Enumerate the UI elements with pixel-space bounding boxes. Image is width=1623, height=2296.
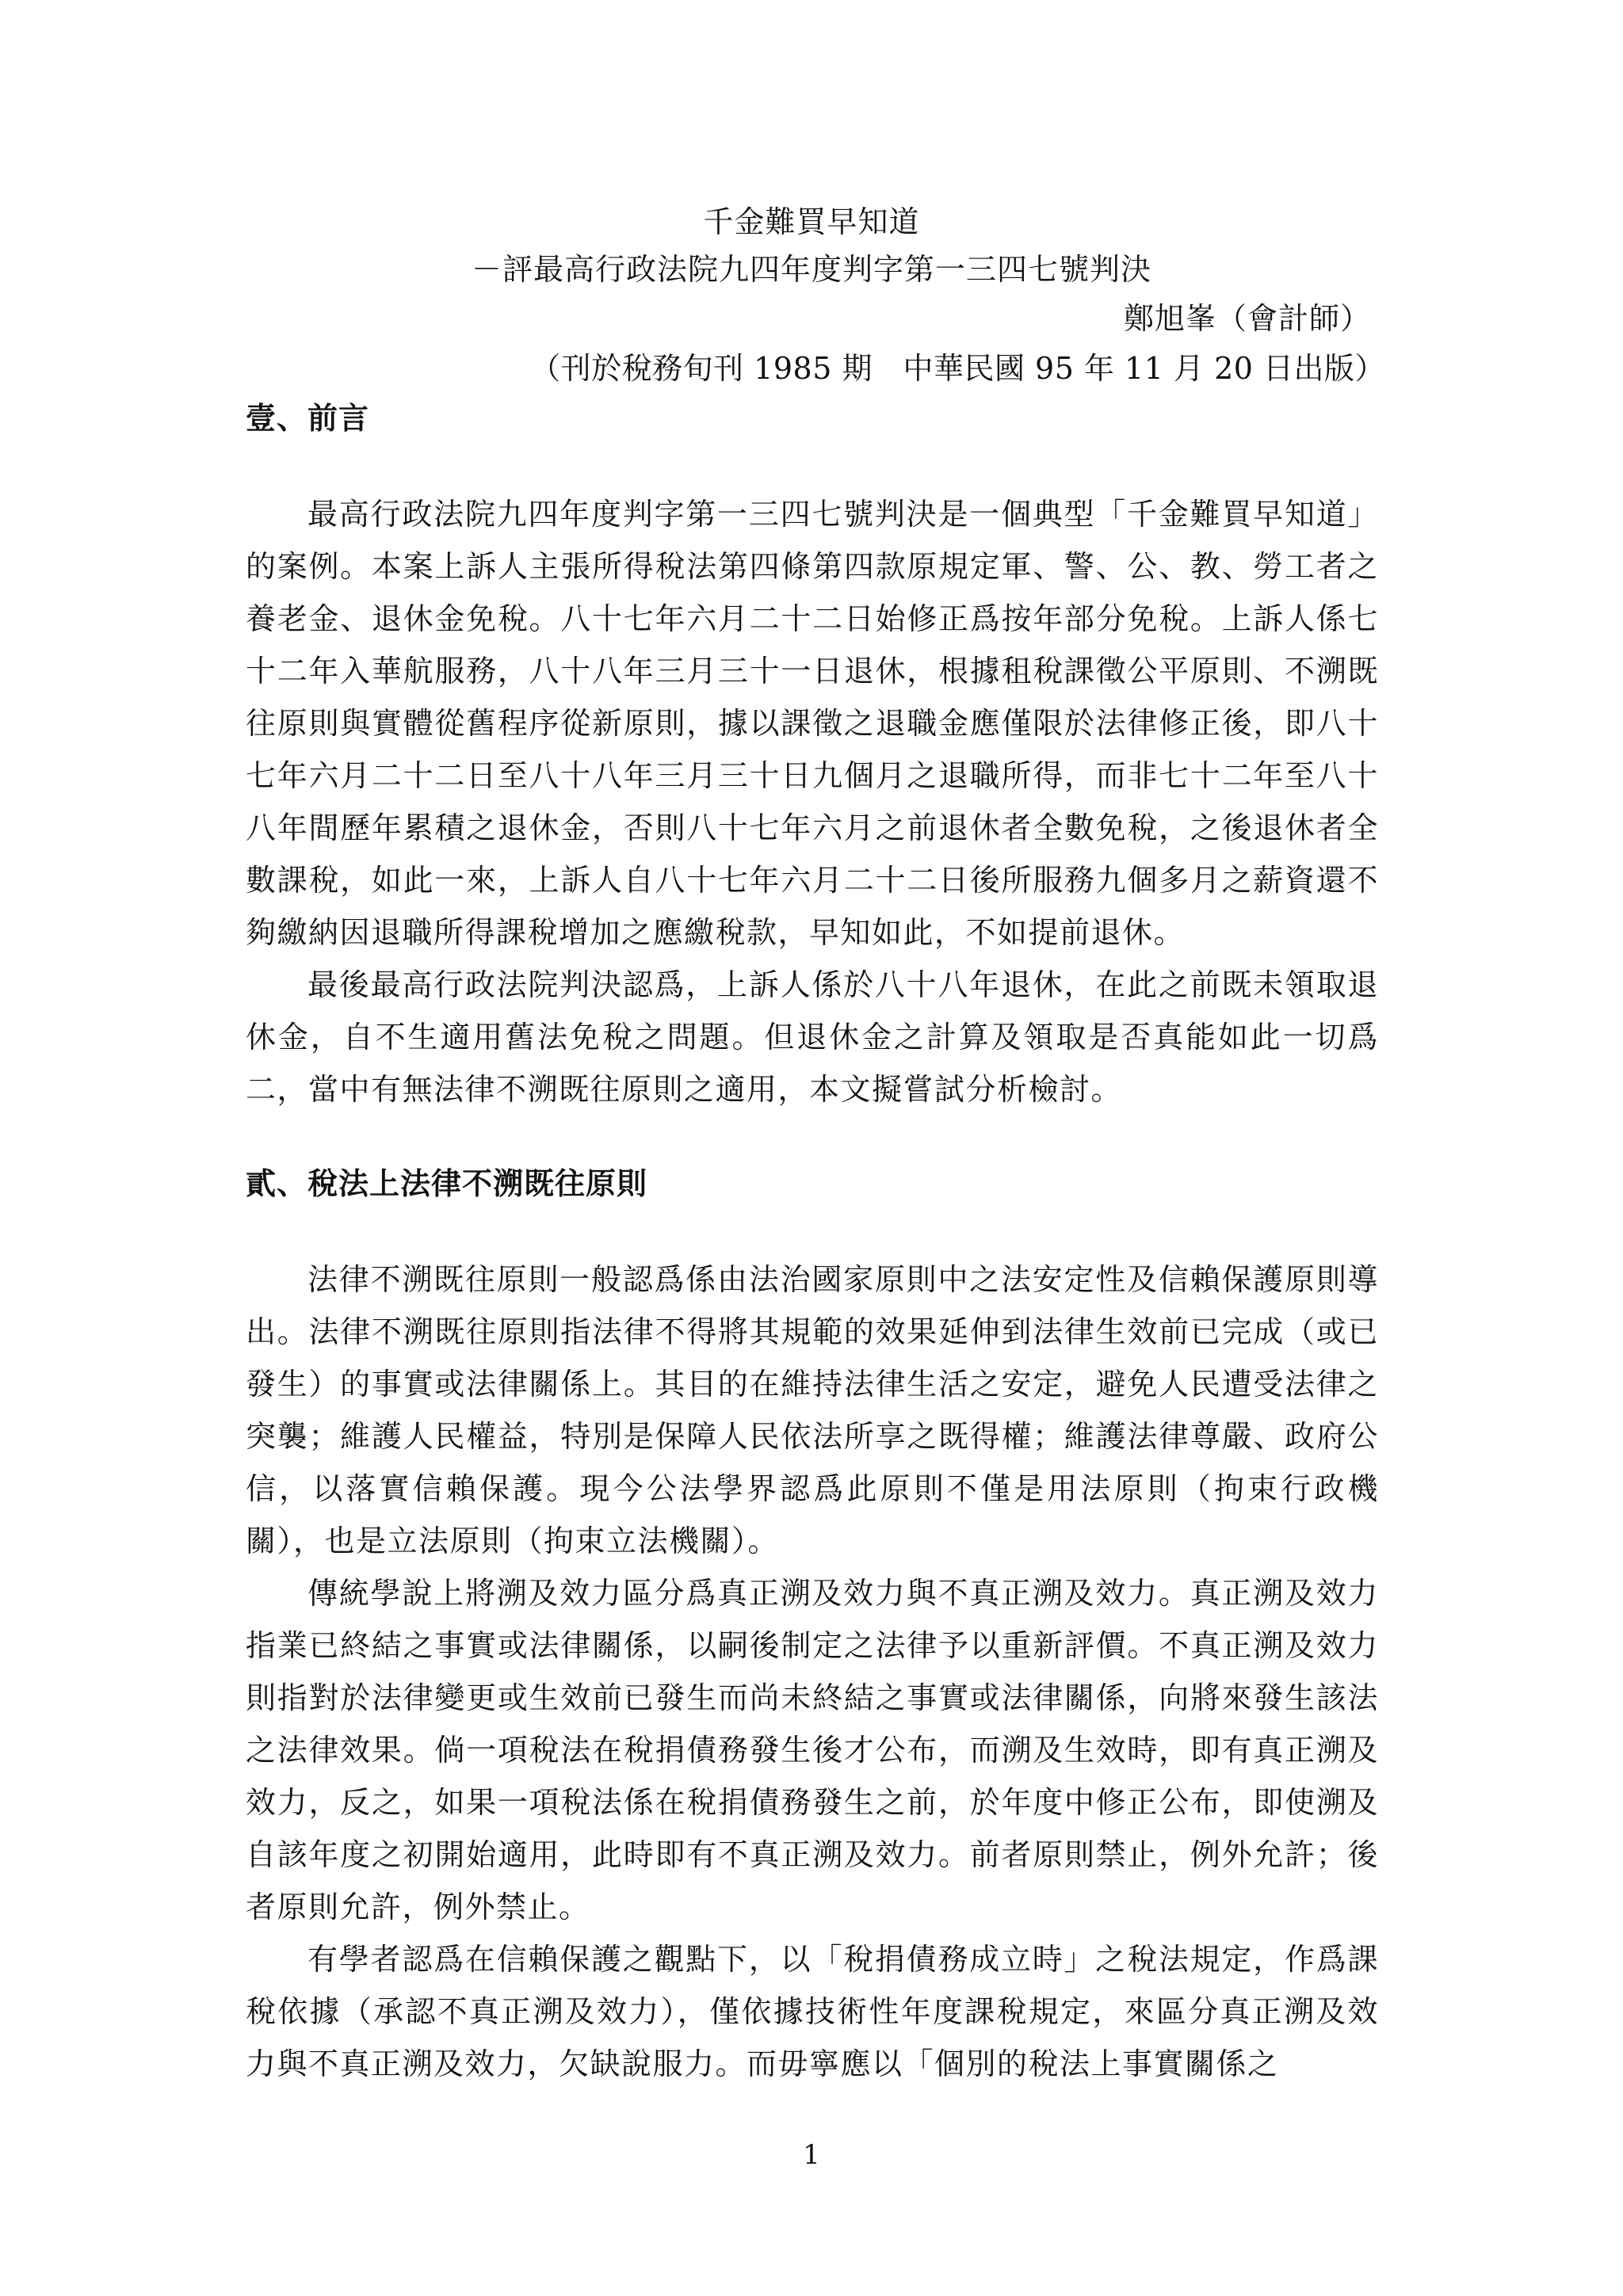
- page-number: 1: [803, 2139, 820, 2171]
- paragraph: 有學者認爲在信賴保護之觀點下，以「稅捐債務成立時」之稅法規定，作爲課稅依據（承認不真正溯及效力），僅依據技術性年度課稅規定，來區分真正溯及效力與不真正溯及效力，欠缺說服力。而毋寧應以「個別的稅法上事實關係之: [246, 1942, 1379, 2081]
- paragraph: 傳統學說上將溯及效力區分爲真正溯及效力與不真正溯及效力。真正溯及效力指業已終結之事實或法律關係，以嗣後制定之法律予以重新評價。不真正溯及效力則指對於法律變更或生效前已發生而尚未終結之事實或法律關係，向將來發生該法之法律效果。倘一項稅法在稅捐債務發生後才公布，而溯及生效時，即有真正溯及效力，反之，如果一項稅法係在稅捐債務發生之前，於年度中修正公布，即使溯及自該年度之初開始適用，此時即有不真正溯及效力。前者原則禁止，例外允許；後者原則允許，例外禁止。: [246, 1576, 1379, 1924]
- section-non-retroactivity: [246, 1158, 1379, 2090]
- paragraph: 最後最高行政法院判決認爲，上訴人係於八十八年退休，在此之前既未領取退休金，自不生適用舊法免稅之問題。但退休金之計算及領取是否真能如此一切爲二，當中有無法律不溯既往原則之適用，本文擬嘗試分析檢討。: [246, 967, 1379, 1107]
- paragraph: 法律不溯既往原則一般認爲係由法治國家原則中之法安定性及信賴保護原則導出。法律不溯既往原則指法律不得將其規範的效果延伸到法律生效前已完成（或已發生）的事實或法律關係上。其目的在維持法律生活之安定，避免人民遭受法律之突襲；維護人民權益，特別是保障人民依法所享之既得權；維護法律尊嚴、政府公信，以落實信賴保護。現今公法學界認爲此原則不僅是用法原則（拘束行政機關），也是立法原則（拘束立法機關）。: [246, 1262, 1379, 1558]
- document-subtitle: －評最高行政法院九四年度判字第一三四七號判決: [471, 252, 1151, 287]
- section-introduction: [246, 393, 1379, 1116]
- document-title: 千金難買早知道: [703, 204, 920, 239]
- section-heading: 壹、前言: [246, 400, 370, 436]
- paragraph: 最高行政法院九四年度判字第一三四七號判決是一個典型「千金難買早知道」的案例。本案上訴人主張所得稅法第四條第四款原規定軍、警、公、教、勞工者之養老金、退休金免稅。八十七年六月二十二日始修正爲按年部分免稅。上訴人係七十二年入華航服務，八十八年三月三十一日退休，根據租稅課徵公平原則、不溯既往原則與實體從舊程序從新原則，據以課徵之退職金應僅限於法律修正後，即八十七年六月二十二日至八十八年三月三十日九個月之退職所得，而非七十二年至八十八年間歷年累積之退休金，否則八十七年六月之前退休者全數免稅，之後退休者全數課稅，如此一來，上訴人自八十七年六月二十二日後所服務九個多月之薪資還不夠繳納因退職所得課稅增加之應繳稅款，早知如此，不如提前退休。: [246, 497, 1379, 950]
- publication-info: （刊於稅務旬刊 1985 期 中華民國 95 年 11 月 20 日出版）: [530, 351, 1385, 386]
- document-body: [246, 393, 1379, 2090]
- section-heading: 貳、稅法上法律不溯既往原則: [246, 1165, 648, 1201]
- author-line: 鄭旭峯（會計師）: [1123, 301, 1371, 336]
